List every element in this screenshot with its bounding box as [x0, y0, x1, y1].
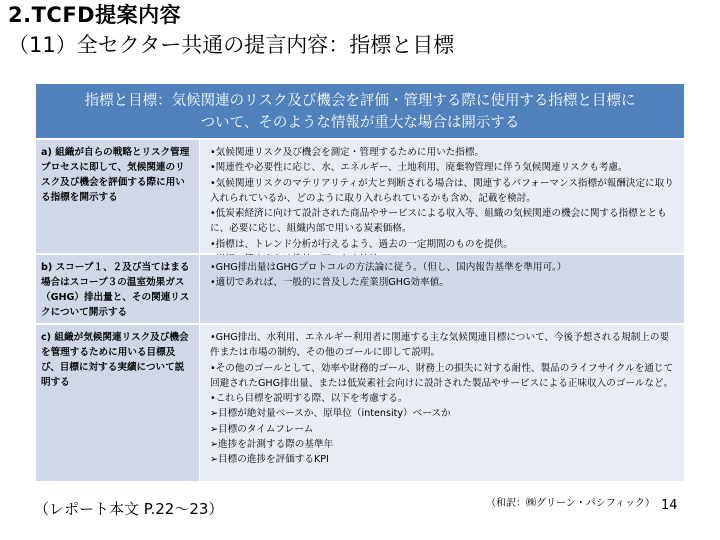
- bullet-item: ➢目標が絶対量ベースか、原単位（intensity）ベースか: [210, 408, 451, 420]
- row-content: [200, 325, 684, 481]
- row-content: [200, 255, 684, 323]
- bullet-item: ➢目標の進捗を評価するKPI: [210, 454, 329, 466]
- bullet-item: •低炭素経済に向けて設計された商品やサービスによる収入等、組織の気候関連の機会に関する指標とともに、必要に応じ、組織内部で用いる炭素価格。: [210, 208, 667, 235]
- table-row: [36, 140, 684, 253]
- table-row: [36, 255, 684, 323]
- bullet-item: ➢目標のタイムフレーム: [210, 423, 314, 435]
- bullet-item: •指標は、トレンド分析が行えるよう、過去の一定期間のものを提供。: [210, 238, 513, 250]
- row-label: a) 組織が自らの戦略とリスク管理プロセスに即して、気候関連のリスク及び機会を評価する際に用いる指標を開示する: [36, 140, 200, 253]
- slide-title: 2.TCFD提案内容: [8, 3, 182, 27]
- bullet-item: •気候関連リスクのマテリアリティが大と判断される場合は、関連するパフォーマンス指標が報酬決定に取り入れられているか、どのように取り入れられているかも含め、記載を検討。: [210, 177, 674, 204]
- bullet-item: ➢進捗を計測する際の基準年: [210, 439, 334, 451]
- row-content: [200, 140, 684, 253]
- bullet-item: •GHG排出量はGHGプロトコルの方法論に従う。（但し、国内報告基準を準用可。）: [210, 262, 567, 273]
- slide-subtitle: （11）全セクター共通の提言内容：指標と目標: [8, 33, 455, 57]
- translation-credit: （和訳：㈱グリーン・パシフィック）: [486, 498, 655, 509]
- report-reference: （レポート本文 P.22～23）: [34, 500, 224, 518]
- bullet-item: •適切であれば、一般的に普及した産業別GHG効率値。: [210, 277, 449, 289]
- table-header-line: ついて、そのような情報が重大な場合は開示する: [200, 115, 520, 131]
- row-label: c) 組織が気候関連リスク及び機会を管理するために用いる目標及び、目標に対する実績について説明する: [36, 325, 200, 481]
- table-header: [36, 84, 684, 138]
- bullet-item: •関連性や必要性に応じ、水、エネルギー、土地利用、廃棄物管理に伴う気候関連リスクも考慮。: [210, 162, 628, 174]
- page-number: 14: [661, 498, 678, 513]
- table-header-line: 指標と目標：気候関連のリスク及び機会を評価・管理する際に使用する指標と目標に: [84, 93, 636, 109]
- bullet-item: •その他のゴールとして、効率や財務的ゴール、財務上の損失に対する耐性、製品のライフサイクルを通じて回避されたGHG排出量、または低炭素社会向けに設計された製品やサービスによる正味収入のゴールなど。: [210, 362, 674, 389]
- table-row: [36, 325, 684, 481]
- bullet-item: •GHG排出、水利用、エネルギー利用者に関連する主な気候関連目標について、今後予想される規制上の要件または市場の制約、その他のゴールに即して説明。: [210, 332, 670, 359]
- bullet-item: •気候関連リスク及び機会を測定・管理するために用いた指標。: [210, 147, 485, 158]
- row-label: b) スコープ１、２及び当てはまる場合はスコープ３の温室効果ガス（GHG）排出量と、その関連リスクについて開示する: [36, 255, 200, 323]
- bullet-item: •これら目標を説明する際、以下を考慮する。: [210, 393, 408, 405]
